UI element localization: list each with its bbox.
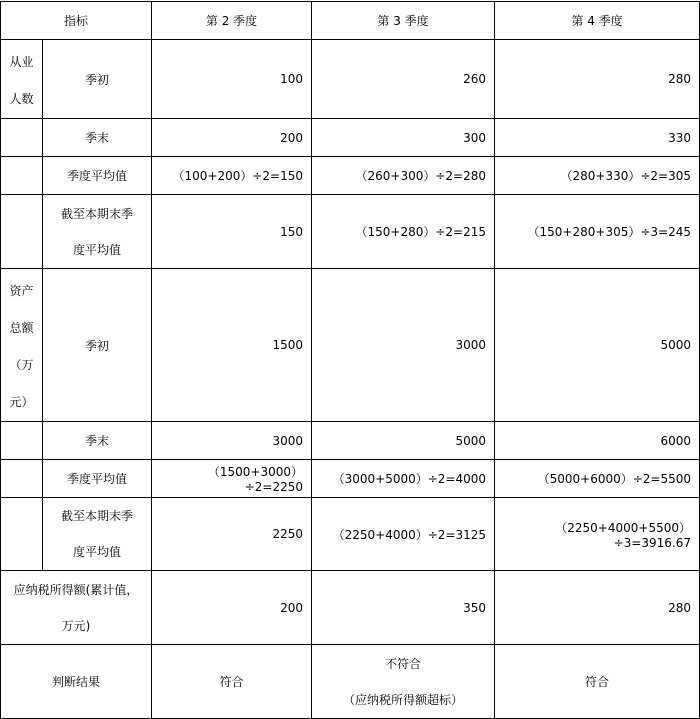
employees-cumavg-q4: （150+280+305）÷3=245 — [495, 195, 700, 269]
assets-start-q4: 5000 — [495, 269, 700, 422]
assets-avg-q4: （5000+6000）÷2=5500 — [495, 460, 700, 498]
employees-avg-label: 季度平均值 — [43, 157, 152, 195]
tax-q3: 350 — [312, 571, 495, 645]
tax-q2: 200 — [152, 571, 312, 645]
header-q3: 第 3 季度 — [312, 2, 495, 40]
employees-end-q3: 300 — [312, 119, 495, 157]
tax-calculation-table — [0, 1, 700, 719]
employees-start-q3: 260 — [312, 40, 495, 119]
employees-category-line: 从业 — [9, 55, 34, 69]
assets-start-q3: 3000 — [312, 269, 495, 422]
employees-cumavg-q2: 150 — [152, 195, 312, 269]
header-row — [1, 2, 700, 40]
assets-cumavg-label — [43, 498, 152, 571]
empty-cell — [1, 157, 43, 195]
empty-cell — [1, 119, 43, 157]
header-indicator: 指标 — [1, 2, 152, 40]
result-label: 判断结果 — [1, 645, 152, 719]
label-line: 万元) — [61, 618, 91, 633]
result-q3-line: 不符合 — [385, 656, 422, 671]
tax-label — [1, 571, 152, 645]
assets-start-label: 季初 — [43, 269, 152, 422]
assets-category-line: （万 — [9, 358, 34, 372]
empty-cell — [1, 195, 43, 269]
assets-avg-q2: （1500+3000）÷2=2250 — [152, 460, 312, 498]
employees-start-row — [1, 40, 700, 119]
assets-start-row — [1, 269, 700, 422]
employees-category — [1, 40, 43, 119]
header-q4: 第 4 季度 — [495, 2, 700, 40]
empty-cell — [1, 498, 43, 571]
label-line: 应纳税所得额(累计值， — [13, 582, 139, 597]
assets-end-q2: 3000 — [152, 422, 312, 460]
empty-cell — [1, 460, 43, 498]
employees-start-q2: 100 — [152, 40, 312, 119]
assets-cumavg-q3: （2250+4000）÷2=3125 — [312, 498, 495, 571]
result-q2: 符合 — [152, 645, 312, 719]
assets-end-q4: 6000 — [495, 422, 700, 460]
label-line: 度平均值 — [73, 545, 122, 559]
tax-q4: 280 — [495, 571, 700, 645]
employees-cumavg-row — [1, 195, 700, 269]
assets-end-label: 季末 — [43, 422, 152, 460]
result-q4: 符合 — [495, 645, 700, 719]
employees-avg-q2: （100+200）÷2=150 — [152, 157, 312, 195]
employees-avg-row — [1, 157, 700, 195]
employees-start-q4: 280 — [495, 40, 700, 119]
assets-category-line: 元） — [9, 395, 34, 409]
label-line: 截至本期末季 — [61, 509, 134, 523]
assets-cumavg-q2: 2250 — [152, 498, 312, 571]
header-q2: 第 2 季度 — [152, 2, 312, 40]
employees-end-q2: 200 — [152, 119, 312, 157]
assets-end-q3: 5000 — [312, 422, 495, 460]
label-line: 截至本期末季 — [61, 206, 134, 221]
assets-category — [1, 269, 43, 422]
employees-avg-q4: （280+330）÷2=305 — [495, 157, 700, 195]
result-row — [1, 645, 700, 719]
empty-cell — [1, 422, 43, 460]
assets-end-row — [1, 422, 700, 460]
employees-end-q4: 330 — [495, 119, 700, 157]
employees-category-line: 人数 — [9, 92, 34, 106]
employees-end-row — [1, 119, 700, 157]
assets-category-line: 总额 — [9, 321, 34, 335]
employees-end-label: 季末 — [43, 119, 152, 157]
assets-category-line: 资产 — [9, 284, 34, 298]
assets-cumavg-q4: （2250+4000+5500）÷3=3916.67 — [495, 498, 700, 571]
assets-cumavg-row — [1, 498, 700, 571]
label-line: 度平均值 — [73, 242, 122, 257]
assets-start-q2: 1500 — [152, 269, 312, 422]
assets-avg-row — [1, 460, 700, 498]
employees-start-label: 季初 — [43, 40, 152, 119]
assets-avg-label: 季度平均值 — [43, 460, 152, 498]
employees-cumavg-q3: （150+280）÷2=215 — [312, 195, 495, 269]
assets-avg-q3: （3000+5000）÷2=4000 — [312, 460, 495, 498]
tax-row — [1, 571, 700, 645]
result-q3 — [312, 645, 495, 719]
employees-avg-q3: （260+300）÷2=280 — [312, 157, 495, 195]
employees-cumavg-label — [43, 195, 152, 269]
result-q3-line: （应纳税所得额超标） — [343, 692, 464, 707]
